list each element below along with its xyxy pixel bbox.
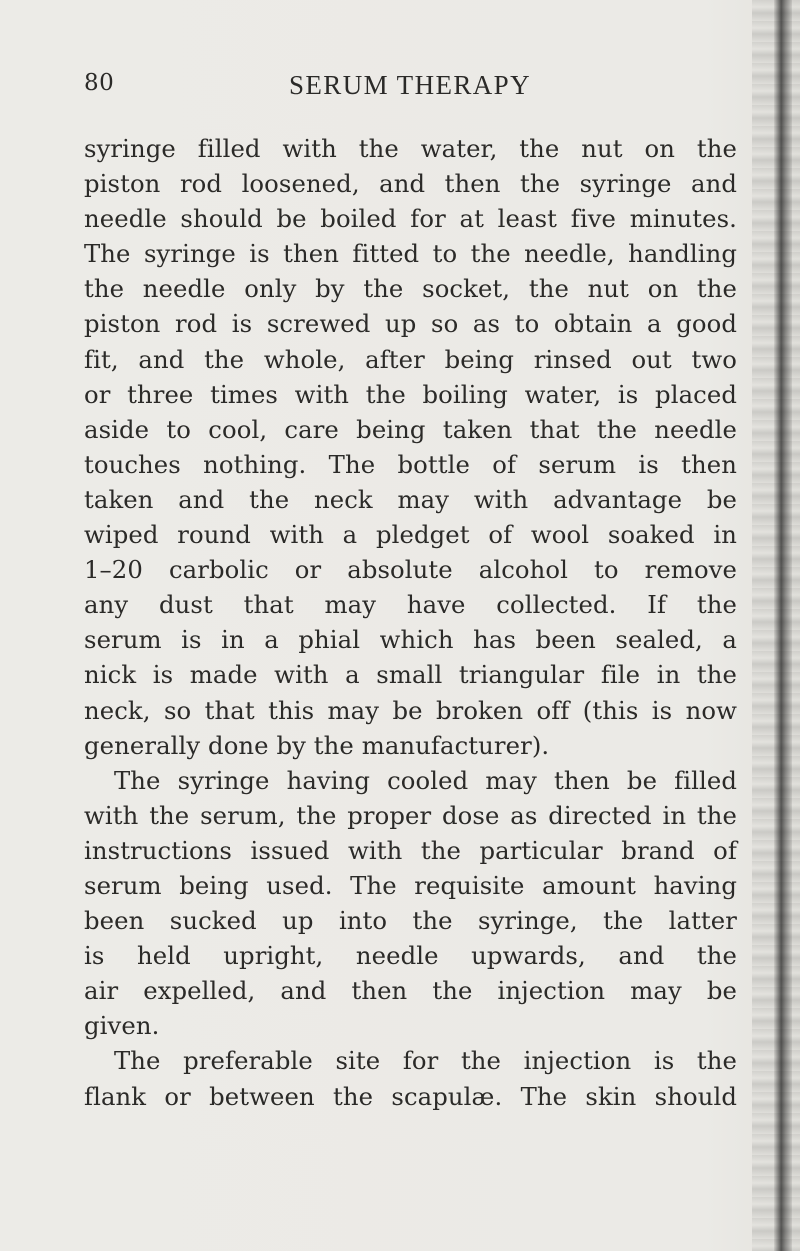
text-line: 1–20 carbolic or absolute alcohol to remove [84, 555, 737, 585]
text-line: fit, and the whole, after being rinsed out two [84, 344, 737, 374]
text-line: The syringe is then fitted to the needle, handling [84, 239, 737, 269]
text-line: generally done by the manufacturer). [84, 730, 550, 760]
text-line: been sucked up into the syringe, the latter [84, 906, 737, 936]
text-line: instructions issued with the particular brand of [84, 835, 737, 865]
text-line: flank or between the scapulæ. The skin should [84, 1081, 737, 1111]
paragraph [84, 131, 737, 763]
text-line: any dust that may have collected. If the [84, 590, 737, 620]
page-header [84, 70, 736, 106]
text-line: The syringe having cooled may then be filled [114, 765, 737, 795]
page-number: 80 [84, 70, 115, 96]
text-line: aside to cool, care being taken that the needle [84, 414, 737, 444]
text-line: touches nothing. The bottle of serum is then [84, 449, 737, 479]
text-line: The preferable site for the injection is the [114, 1046, 737, 1076]
text-line: serum being used. The requisite amount having [84, 870, 737, 900]
body-text [84, 131, 737, 1114]
running-title: SERUM THERAPY [289, 70, 531, 100]
paragraph [84, 763, 737, 1044]
text-line: the needle only by the socket, the nut on the [84, 274, 737, 304]
text-line: with the serum, the proper dose as directed in the [84, 800, 737, 830]
text-line: piston rod is screwed up so as to obtain a good [84, 309, 737, 339]
page-edge-shadow [752, 0, 800, 1251]
text-line: wiped round with a pledget of wool soaked in [84, 520, 737, 550]
text-line: or three times with the boiling water, is placed [84, 379, 737, 409]
text-line: serum is in a phial which has been sealed, a [84, 625, 737, 655]
text-line: taken and the neck may with advantage be [84, 484, 737, 514]
paragraph [84, 1043, 737, 1113]
text-line: is held upright, needle upwards, and the [84, 941, 737, 971]
text-line: nick is made with a small triangular file in the [84, 660, 737, 690]
text-line: given. [84, 1011, 160, 1041]
text-line: air expelled, and then the injection may be [84, 976, 737, 1006]
text-line: piston rod loosened, and then the syringe and [84, 169, 737, 199]
text-line: neck, so that this may be broken off (this is now [84, 695, 737, 725]
text-line: syringe filled with the water, the nut on the [84, 134, 737, 163]
text-line: needle should be boiled for at least five minutes. [84, 204, 737, 234]
